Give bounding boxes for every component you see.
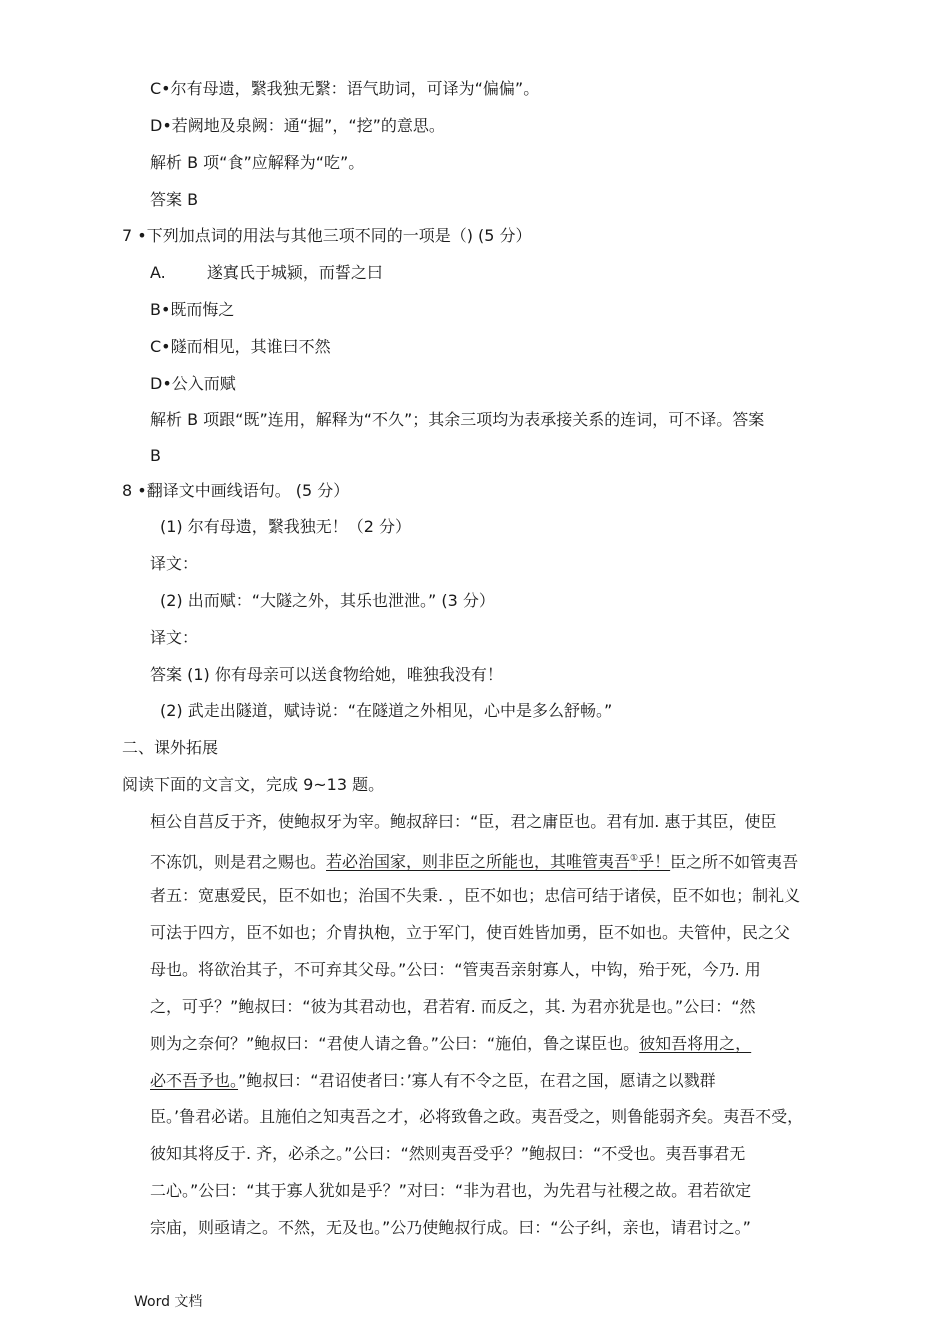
footer-label: Word 文档 (134, 1294, 203, 1310)
underlined-sentence-1 (326, 852, 670, 871)
q7-option-a-text: 遂寘氏于城颍，而誓之曰 (206, 263, 383, 282)
passage-line-6: 之，可乎？”鲍叔曰：“彼为其君动也，君若宥. 而反之，其. 为君亦犹是也。”公曰：“然 (150, 997, 756, 1016)
q7-analysis: 解析 B 项跟“既”连用，解释为“不久”；其余三项均为表承接关系的连词，可不译。答案 (150, 410, 765, 429)
passage-line-2-post: 臣之所不如管夷吾 (670, 852, 799, 872)
passage-line-1: 桓公自莒反于齐，使鲍叔牙为宰。鲍叔辞曰：“臣，君之庸臣也。君有加. 惠于其臣，使臣 (150, 812, 777, 831)
passage-line-2 (150, 849, 798, 872)
section-heading: 二、课外拓展 (122, 738, 219, 757)
q7-option-d: D•公入而赋 (150, 374, 236, 393)
q7-option-c: C•隧而相见，其谁曰不然 (150, 337, 331, 356)
underlined-sentence-2b: 必不吾予也。 (150, 1071, 239, 1090)
q8-answer-1: 答案 (1) 你有母亲可以送食物给她，唯独我没有！ (150, 665, 503, 684)
underlined-sentence-2a: 彼知吾将用之， (639, 1034, 752, 1053)
q6-option-d: D•若阙地及泉阙：通“掘”，“挖”的意思。 (150, 116, 445, 135)
passage-line-10: 彼知其将反于. 齐，必杀之。”公曰：“然则夷吾受乎？”鲍叔曰：“不受也。夷吾事君无 (150, 1144, 746, 1163)
q8-translation-label-2: 译文： (150, 628, 199, 647)
passage-line-7-pre: 则为之奈何？”鲍叔曰：“君使人请之鲁。”公曰：“施伯，鲁之谋臣也。 (150, 1034, 640, 1053)
q8-stem: 8 •翻译文中画线语句。 (5 分） (122, 481, 350, 500)
passage-line-11: 二心。”公曰：“其于寡人犹如是乎？”对曰：“非为君也，为先君与社稷之故。君若欲定 (150, 1181, 752, 1200)
q7-option-a (150, 263, 383, 283)
reading-instruction: 阅读下面的文言文，完成 9~13 题。 (122, 775, 385, 794)
passage-line-2-pre: 不冻饥，则是君之赐也。 (150, 852, 327, 872)
q8-answer-2: (2) 武走出隧道，赋诗说：“在隧道之外相见，心中是多么舒畅。” (160, 701, 613, 720)
passage-line-4: 可法于四方，臣不如也；介胄执枹，立于军门，使百姓皆加勇，臣不如也。夫管仲，民之父 (150, 923, 791, 942)
passage-line-3: 者五：宽惠爱民，臣不如也；治国不失秉. ，臣不如也；忠信可结于诸侯，臣不如也；制礼义 (150, 886, 801, 905)
q7-stem: 7 •下列加点词的用法与其他三项不同的一项是（) (5 分） (122, 226, 532, 245)
q7-answer: B (150, 446, 161, 465)
passage-line-8 (150, 1071, 716, 1091)
q8-sub1: (1) 尔有母遗，繄我独无！（2 分） (160, 517, 412, 536)
q6-option-c: C•尔有母遗，繄我独无繄：语气助词，可译为“偏偏”。 (150, 79, 540, 98)
q8-sub2: (2) 出而赋：“大隧之外，其乐也泄泄。” (3 分） (160, 591, 495, 610)
underlined-sentence-1-end: 乎！ (638, 852, 671, 872)
q7-option-a-label: A. (150, 263, 166, 282)
passage-line-7 (150, 1034, 751, 1054)
q6-answer: 答案 B (150, 190, 199, 209)
passage-line-9: 臣。’鲁君必诺。且施伯之知夷吾之才，必将致鲁之政。夷吾受之，则鲁能弱齐矣。夷吾不受， (150, 1107, 804, 1126)
q7-option-b: B•既而悔之 (150, 300, 235, 319)
underlined-sentence-1-text: 若必治国家，则非臣之所能也，其唯管夷吾 (326, 852, 631, 872)
q6-analysis: 解析 B 项“食”应解释为“吃”。 (150, 153, 365, 172)
q8-translation-label-1: 译文： (150, 554, 199, 573)
passage-line-12: 宗庙，则亟请之。不然，无及也。”公乃使鲍叔行成。曰：“公子纠，亲也，请君讨之。” (150, 1218, 751, 1237)
footnote-marker: ① (630, 854, 639, 864)
passage-line-5: 母也。将欲治其子，不可弃其父母。”公曰：“管夷吾亲射寡人，中钩，殆于死，今乃. 用 (150, 960, 761, 979)
passage-line-8-post: ”鲍叔曰：“君诏使者曰：’寡人有不令之臣，在君之国，愿请之以戮群 (238, 1071, 716, 1090)
